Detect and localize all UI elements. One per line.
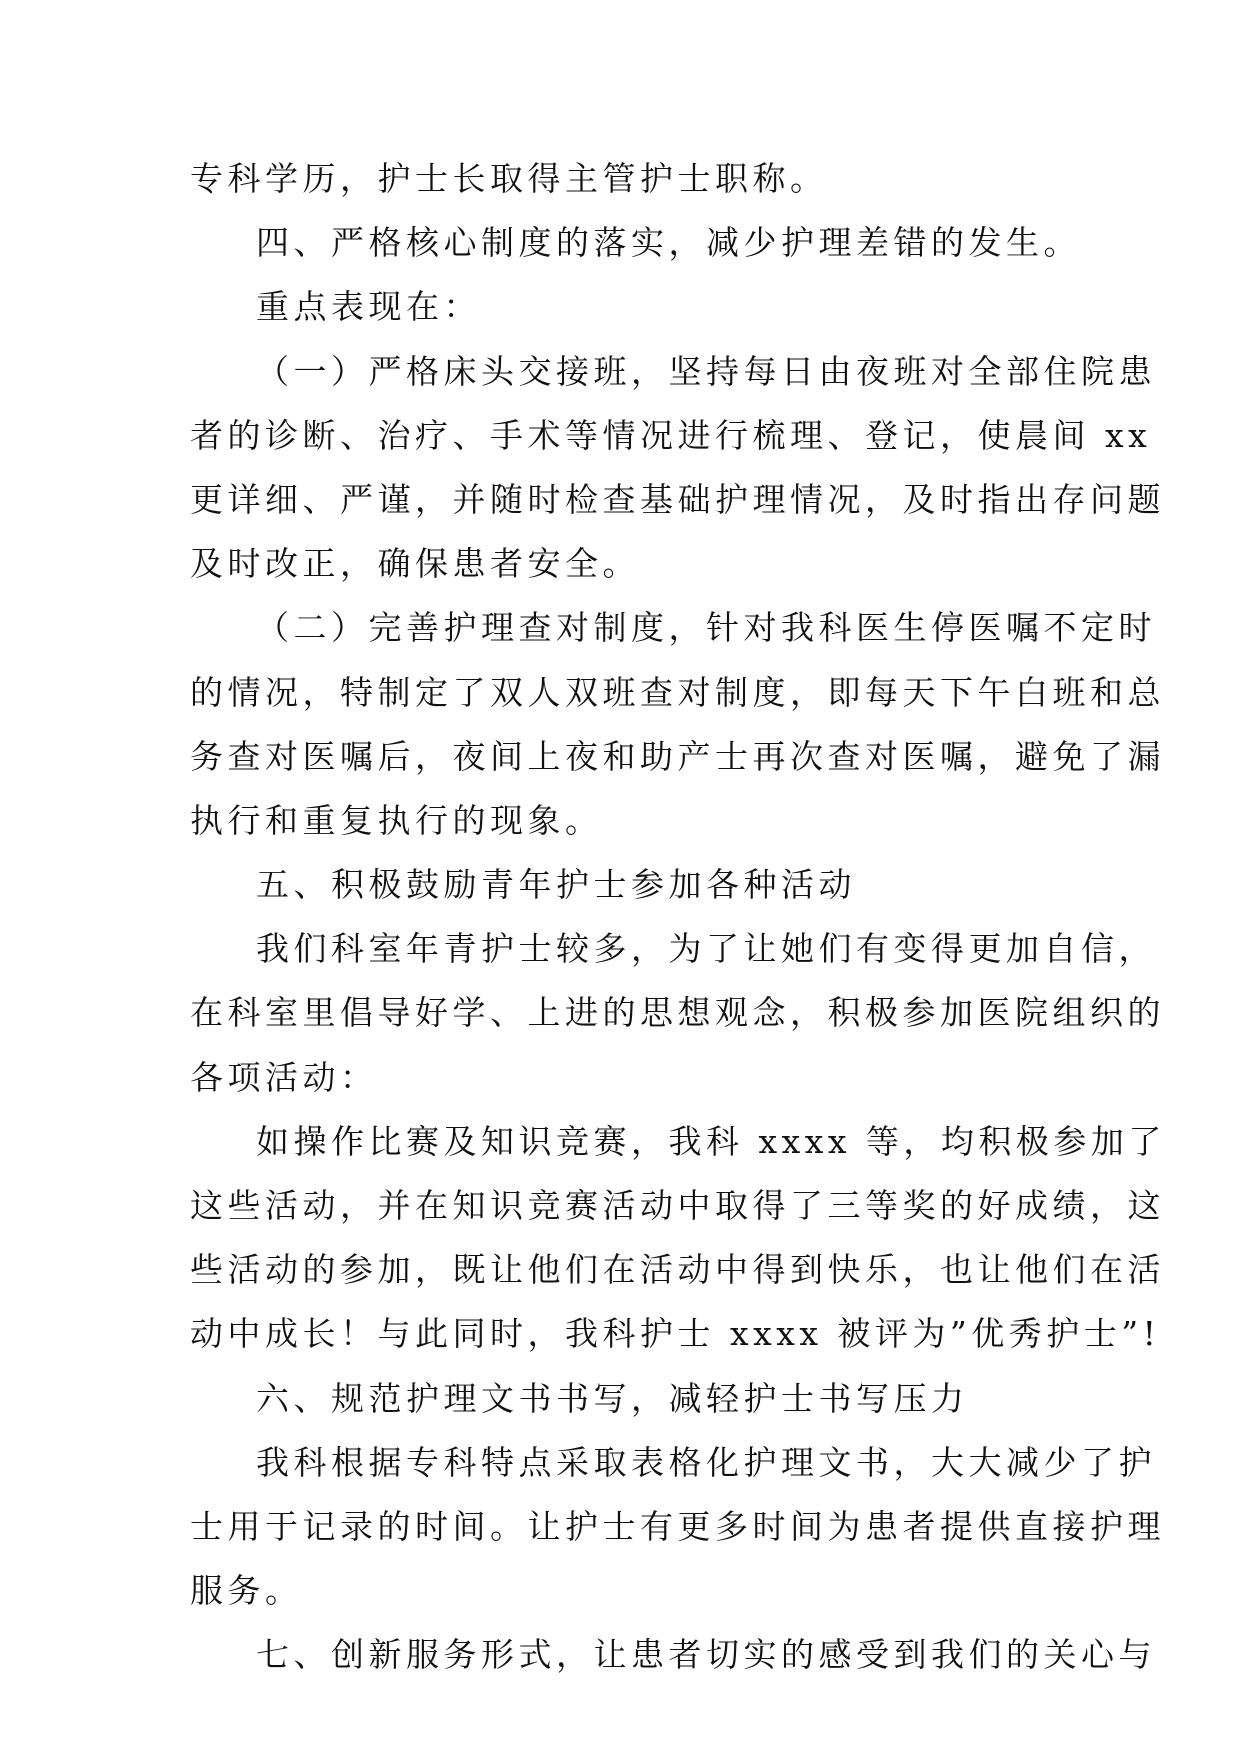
text-line: 士用于记录的时间。让护士有更多时间为患者提供直接护理 — [190, 1506, 1165, 1546]
text-line: 者的诊断、治疗、手术等情况进行梳理、登记，使晨间 xx — [190, 415, 1152, 455]
text-line: 服务。 — [190, 1571, 303, 1611]
text-line: 务查对医嘱后，夜间上夜和助产士再次查对医嘱，避免了漏 — [190, 736, 1165, 776]
text-line: 重点表现在： — [256, 287, 481, 327]
text-line: （一）严格床头交接班，坚持每日由夜班对全部住院患 — [256, 351, 1156, 391]
document-body — [190, 147, 1166, 1688]
text-line: 如操作比赛及知识竞赛，我科 xxxx 等，均积极参加了 — [256, 1121, 1166, 1161]
text-line: 些活动的参加，既让他们在活动中得到快乐，也让他们在活 — [190, 1250, 1165, 1290]
text-line: 六、规范护理文书书写，减轻护士书写压力 — [256, 1378, 969, 1418]
text-line: 七、创新服务形式，让患者切实的感受到我们的关心与 — [256, 1635, 1156, 1675]
text-line: 及时改正，确保患者安全。 — [190, 544, 640, 584]
text-line: 这些活动，并在知识竞赛活动中取得了三等奖的好成绩，这 — [190, 1186, 1165, 1225]
text-line: 四、严格核心制度的落实，减少护理差错的发生。 — [256, 223, 1081, 263]
text-line: 执行和重复执行的现象。 — [190, 800, 603, 840]
text-line: 在科室里倡导好学、上进的思想观念，积极参加医院组织的 — [190, 993, 1165, 1033]
text-line: 的情况，特制定了双人双班查对制度，即每天下午白班和总 — [190, 672, 1165, 712]
text-line: 我科根据专科特点采取表格化护理文书，大大减少了护 — [256, 1442, 1156, 1482]
text-line: 各项活动： — [190, 1057, 378, 1097]
text-line: 更详细、严谨，并随时检查基础护理情况，及时指出存问题 — [190, 479, 1165, 519]
text-line: 五、积极鼓励青年护士参加各种活动 — [256, 865, 856, 905]
text-line: 我们科室年青护士较多，为了让她们有变得更加自信， — [256, 929, 1156, 969]
text-line: 专科学历，护士长取得主管护士职称。 — [190, 159, 828, 198]
text-line: 动中成长！与此同时，我科护士 xxxx 被评为”优秀护士”! — [190, 1314, 1161, 1354]
text-line: （二）完善护理查对制度，针对我科医生停医嘱不定时 — [256, 608, 1156, 648]
